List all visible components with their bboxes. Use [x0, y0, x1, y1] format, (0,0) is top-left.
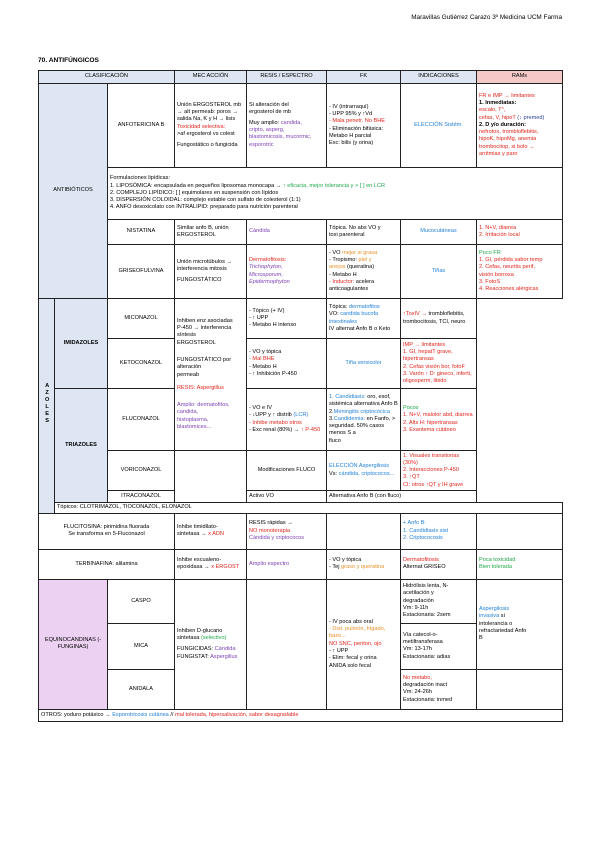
terbina-rams: Poca toxicidad Bien tolerada	[477, 549, 563, 579]
flucito-resis: RESIS rápidas → NO monoterapia Cándida y criptococos	[247, 513, 327, 549]
group-azoles: AZOLES	[39, 299, 55, 514]
caspo-fk: Hidrólisis lenta, N- acetilación y degradación Vm: 9-11h Estacionaria: 2sem	[401, 579, 477, 623]
row-flucitosina	[39, 513, 563, 549]
miconazol-ind: Tópica: dermatofitos VO: candida bucofa intestinales IV alternat Anfo B o Keto	[327, 299, 401, 339]
row-nistatina	[39, 220, 563, 245]
fluconazol-ind: 1. Candidiasis: oro, esof, sistémica alternativa Anfo B 2.Meningitis criptocócica 3.Candidemia: en Fanfo, > seguridad. 50% casos menos S a fluco	[327, 389, 401, 451]
anida-ind	[477, 669, 563, 709]
equino-resis	[247, 579, 327, 709]
voriconazol-rams: 1. Visuales transitorias (30%) 2. Interacciones P-450 3. ↑QT CI: otros ↑QT y IH grave	[401, 451, 477, 491]
col-clasificacion: CLASIFICACIÓN	[39, 71, 175, 84]
nistatina-resis: Cándida	[247, 220, 327, 245]
table-header-row	[39, 71, 563, 84]
col-ind: INDICACIONES	[401, 71, 477, 84]
equino-fk: - IV poca abs oral - Dist: pulmón, hígado, bazo... NO SNC, periton, ojo - ↑ UPP - Elim: fecal y orina ANIDA solo fecal	[327, 579, 401, 709]
otros-note: OTROS: yoduro potásico → Esporotricosis cutánea // mal tolerada, hipersalivación, sabor desagradable	[39, 709, 563, 721]
azoles-mec: Inhiben enz asociadas P-450 → interferencia síntesis ERGOSTEROL FUNGOSTÁTICO por alteración permeab RESIS: Aspergillus Amplio: dermatofitos, candida, histoplasma, blastomices...	[175, 299, 247, 451]
equino-mec: Inhiben D-glucano sintetasa (selectivo) FUNGICIDAS: Cándida FUNGISTAT: Aspergillus	[175, 579, 247, 709]
terbina-mec: Inhibe escualeno- epoxidasa → x ERGOST	[175, 549, 247, 579]
ketoconazol-ind: Tiña versicolor	[327, 339, 401, 389]
itraconazol-ind: Alternativa Anfo B (con fluco)	[327, 491, 477, 502]
drug-ketoconazol: KETOCONAZOL	[108, 339, 175, 389]
row-fluconazol	[39, 389, 563, 451]
col-mec: MEC ACCIÓN	[175, 71, 247, 84]
nistatina-fk: Tópica. No abs VO y toxi parenteral	[327, 220, 401, 245]
drug-mica: MICA	[108, 623, 175, 669]
griseo-mec: Unión microtúbulos → interferencia mitosis FUNGOSTÁTICO	[175, 245, 247, 299]
col-fk: FK	[327, 71, 401, 84]
voriconazol-ind: ELECCIÓN Aspergilosis Vs: cándida, criptococos...	[327, 451, 401, 491]
terbina-resis: Amplio espectro	[247, 549, 327, 579]
terbina-fk: - VO y tópica - Tej graso y queratina	[327, 549, 401, 579]
group-triazoles: TRIAZOLES	[55, 389, 108, 503]
row-itraconazol	[39, 491, 563, 502]
formulaciones-block: Formulaciones lipídicas: 1. LIPOSÓMICA: encapsulada en pequeños liposomas monocapa → ↑ eficacia, mejor tolerancia y > [ ] en LCR 2. COMPLEJO LIPÍDICO: [ ] equimolares en suspensión con lípidos 3. DISPERSIÓN COLOIDAL: complejo estable con sulfato de colesterol (1:1) 4. ANFO desoxicolato con INTRALIPID: preparado para nutrición parenteral	[108, 168, 563, 220]
flucito-ind: + Anfo B: 1. Candidiasis sist 2. Criptococosis	[401, 513, 477, 549]
fluconazol-rams: Pocos 1. N+V, malolor abd, diarrea 2. Alts H: hipertransas 3. Exantema cutáneo	[401, 389, 477, 451]
equino-ind: Aspergilosis invasiva si intolerancia o refractariedad Anfo B	[477, 579, 563, 669]
group-equinocandinas: EQUINOCANDINAS (-FUNGINAS)	[39, 579, 108, 709]
fluconazol-fk: - VO e IV - ↓UPP y ↑ distrib (LCR) - Inhibe metabo otros - Exc renal (80%) → ↑ P-450	[247, 389, 327, 451]
griseo-ind: Tiñas	[401, 245, 477, 299]
topicos-note: Tópicos: CLOTRIMAZOL, TIOCONAZOL, ELONAZOL	[55, 502, 563, 513]
miconazol-fk: - Tópico (+ IV) - ↑ UPP - Metabo H intenso	[247, 299, 327, 339]
row-caspo	[39, 579, 563, 623]
anfo-ind: ELECCIÓN Sistém.	[401, 84, 477, 168]
col-rams: RAMs	[477, 71, 563, 84]
itraconazol-fk: Activo VO	[247, 491, 327, 502]
drug-voriconazol: VORICONAZOL	[108, 451, 175, 491]
anfo-rams: FR e IMP → limitantes 1. Inmediatas: escalo, T°, cefas, V, hipoT (↓ premed) 2. D y/o duración: nefrotox, trombloflebitis, hipoK, hipoMg, anemia trombocitop, si bolo → arritmias y paro	[477, 84, 563, 168]
anfo-mec: Unión ERGOSTEROL mb → alt permeab: poros → salida Na, K y H → lisis Toxicidad selectiva: >af ergosterol vs colest Fungostático o fungicida	[175, 84, 247, 168]
drug-caspo: CASPO	[108, 579, 175, 623]
azoles-mec-gap	[175, 451, 247, 503]
nistatina-rams: 1. N+V, diarrea 2. Irritación local	[477, 220, 563, 245]
terbina-ind: Dermatofitosis Alternat GRISEO	[401, 549, 477, 579]
nistatina-mec: Similar anfo B, unión ERGOSTEROL	[175, 220, 247, 245]
flucito-fk	[327, 513, 401, 549]
anfo-fk: - IV (intrarraquí) - UPP 95% y ↑Vd - Mala penetr. No BHE - Eliminación bifásica: Metabo H parcial Exc: bilis (y orina)	[327, 84, 401, 168]
row-otros	[39, 709, 563, 721]
nistatina-ind: Mucocutáneas	[401, 220, 477, 245]
section-title: 70. ANTIFÚNGICOS	[38, 57, 99, 64]
drug-anfotericina: ANFOTERICINA B	[108, 84, 175, 168]
row-miconazol	[39, 299, 563, 339]
anfo-resis: Si alteración del ergosterol de mb Muy amplio: candida, cripto, asperg, blastomicosis, mucormic, esporotric	[247, 84, 327, 168]
griseo-fk: - VO mejor si grasa - Tropismo: piel y anejos (queratina) - Metabo H - Inductor: acelera anticoagulantes	[327, 245, 401, 299]
row-formulaciones	[39, 168, 563, 220]
row-anfotericina	[39, 84, 563, 168]
griseo-resis: Dermatofitosis: Trichophyton, Microsporum, Epidermophyton	[247, 245, 327, 299]
drug-fluconazol: FLUCONAZOL	[108, 389, 175, 451]
antifungal-table	[38, 70, 563, 722]
drug-itraconazol: ITRACONAZOL	[108, 491, 175, 502]
mica-fk: Vía catecol-o- metiltransferasa Vm: 13-17h Estacionaria: adias	[401, 623, 477, 669]
group-imidazoles: IMIDAZOLES	[55, 299, 108, 389]
flucito-mec: Inhibe timidilato- sintetasa → x ADN	[175, 513, 247, 549]
flucito-rams	[477, 513, 563, 549]
anida-fk: No metabo, degradación inact Vm: 24-26h Estacionaria: inmed	[401, 669, 477, 709]
row-topicos	[39, 502, 563, 513]
drug-miconazol: MICONAZOL	[108, 299, 175, 339]
drug-nistatina: NISTATINA	[108, 220, 175, 245]
drug-griseofulvina: GRISEOFULVINA	[108, 245, 175, 299]
col-resis: RESIS / ESPECTRO	[247, 71, 327, 84]
voriconazol-fk: Modificaciones FLUCO	[247, 451, 327, 491]
ketoconazol-fk: - VO y tópica - Mal BHE - Metabo H - ↑ Inhibición P-450	[247, 339, 327, 389]
ketoconazol-rams: IMP → limitantes 1. GI, hepatT grave, hipertransas 2. Cefas visión bor, fotoF 3. Varón ↑ D: gineco, inferti, oligosperm, libido	[401, 339, 477, 389]
row-terbinafina	[39, 549, 563, 579]
row-ketoconazol	[39, 339, 563, 389]
drug-terbinafina: TERBINAFINA: alilamina	[39, 549, 175, 579]
row-voriconazol	[39, 451, 563, 491]
griseo-rams: Poco FR 1. GI, pérdida sabor temp 2. Cefas, neuritis perif, visión borrosa 3. FotoS 4. Reacciones alérgicas	[477, 245, 563, 299]
author-header: Maravillas Gutiérrez Carazo 3º Medicina UCM Farma	[411, 14, 562, 21]
row-griseofulvina	[39, 245, 563, 299]
drug-flucitosina: FLUCITOSINA: pirimidina fluorada Se transforma en 5-Fluconazol	[39, 513, 175, 549]
group-antibioticos: ANTIBIÓTICOS	[39, 84, 108, 299]
drug-anida: ANIDALA	[108, 669, 175, 709]
miconazol-rams: ↑ToxIV → trombloflebitis, trombocitosis, TCI, neuro	[401, 299, 477, 339]
